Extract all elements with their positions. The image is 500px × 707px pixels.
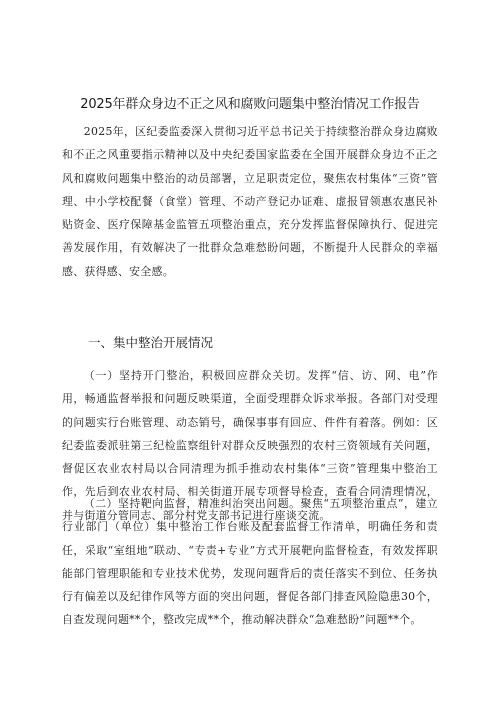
document-title: 2025年群众身边不正之风和腐败问题集中整治情况工作报告 — [80, 97, 420, 112]
section-paragraph-1: （一）坚持开门整治，积极回应群众关切。发挥“信、访、网、电”作用，畅通监督举报和问题反映渠道，全面受理群众诉求举报。各部门对受理的问题实行台账管理、动态销号，确保事事有回应、件件有着落。例如：区纪委监委派驻第三纪检监察组针对群众反映强烈的农村三资领域有关问题，督促区农业农村局以合同清理为抓手推动农村集体“三资”管理集中整治工作，先后到农业农村局、相关街道开展专项督导检查，查看合同清理情况，并与街道分管同志、部分村党支部书记进行座谈交流。 — [62, 369, 438, 522]
intro-paragraph: 2025年，区纪委监委深入贯彻习近平总书记关于持续整治群众身边腐败和不正之风重要指示精神以及中央纪委国家监委在全国开展群众身边不正之风和腐败问题集中整治的动员部署，立足职责定位，聚焦农村集体“三资”管理、中小学校配餐（食堂）管理、不动产登记办证难、虚报冒领惠农惠民补贴资金、医疗保障基金监管五项整治重点，充分发挥监督保障执行、促进完善发展作用，有效解决了一批群众急难愁盼问题，不断提升人民群众的幸福感、获得感、安全感。 — [62, 125, 438, 278]
section-paragraph-2: （二）坚持靶向监督，精准纠治突出问题。聚焦“五项整治重点”，建立行业部门（单位）集中整治工作台账及配套监督工作清单，明确任务和责任，采取“室组地”联动、“专责+专业”方式开展靶向监督检查，有效发挥职能部门管理职能和专业技术优势，发现问题背后的责任落实不到位、任务执行有偏差以及纪律作风等方面的突出问题，督促各部门排查风险隐患30个，自查发现问题**个，整改完成**个，推动解决群众“急难愁盼”问题**个。 — [62, 497, 438, 627]
section-heading: 一、集中整治开展情况 — [88, 335, 214, 350]
